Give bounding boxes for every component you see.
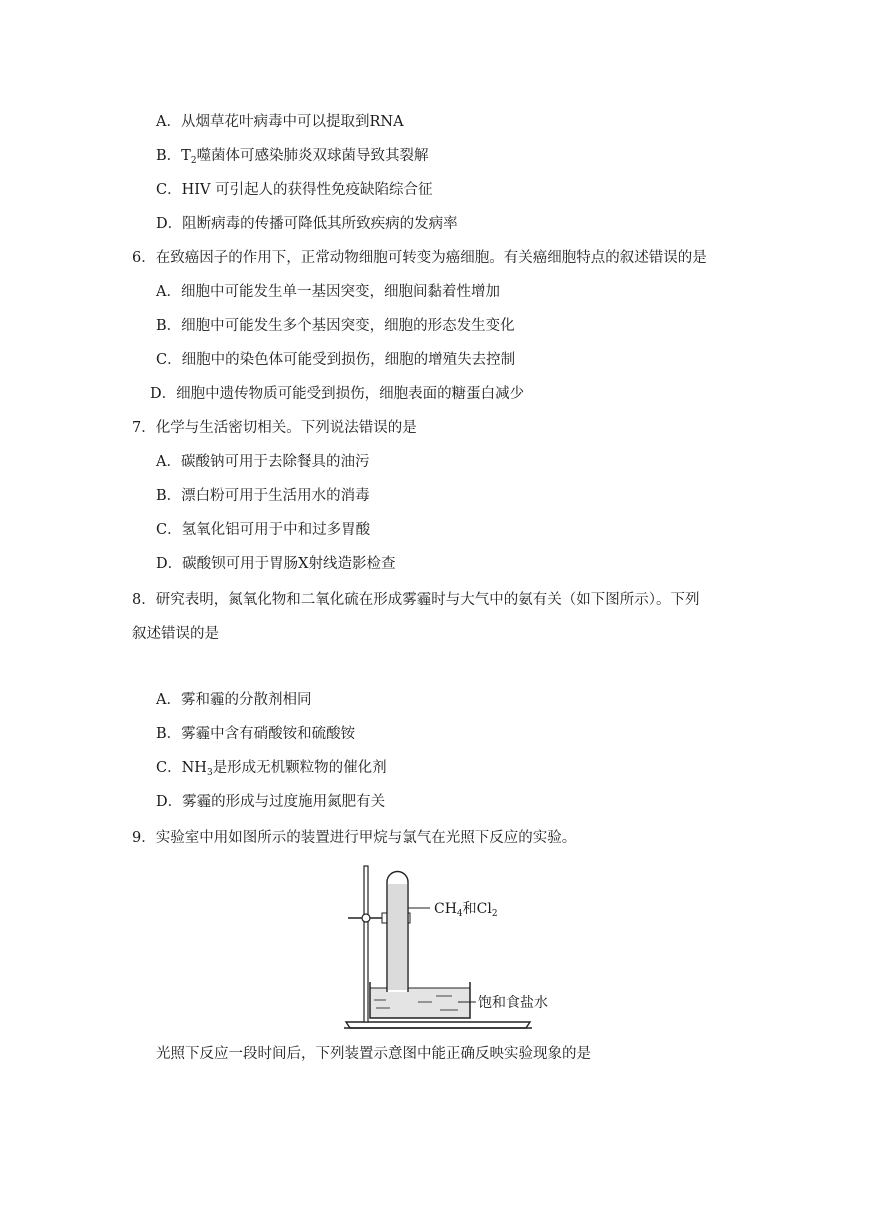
- subscript: 2: [491, 909, 498, 919]
- option-prefix: T: [181, 148, 191, 164]
- option-text: 细胞中的染色体可能受到损伤，细胞的增殖失去控制: [181, 352, 516, 368]
- q5-option-d: [156, 214, 458, 234]
- option-text: 雾霾中含有硝酸铵和硫酸铵: [181, 726, 356, 742]
- option-text: 阻断病毒的传播可降低其所致疾病的发病率: [182, 216, 458, 232]
- gas-formula-a: CH: [434, 901, 457, 917]
- q8-stem-line2: 叙述错误的是: [132, 626, 219, 642]
- option-letter: D．: [150, 386, 177, 402]
- q6-option-b: [156, 316, 515, 336]
- option-letter: B．: [156, 726, 182, 742]
- apparatus-figure: [340, 862, 548, 1034]
- option-letter: B．: [156, 148, 182, 164]
- clamp-screw: [362, 914, 370, 922]
- q8-option-a: [156, 690, 311, 710]
- option-letter: D．: [156, 794, 183, 810]
- option-text: HIV 可引起人的获得性免疫缺陷综合征: [181, 182, 433, 198]
- subscript: 3: [206, 768, 213, 778]
- option-letter: C．: [156, 760, 182, 776]
- option-letter: A．: [156, 454, 181, 470]
- q7-option-a: [156, 452, 369, 472]
- option-text: 噬菌体可感染肺炎双球菌导致其裂解: [196, 148, 429, 164]
- q6-option-a: [156, 282, 500, 302]
- subscript: 4: [456, 909, 463, 919]
- option-letter: D．: [156, 556, 183, 572]
- gas-formula-mid: 和Cl: [462, 901, 492, 917]
- option-text: 雾霾的形成与过度施用氮肥有关: [182, 794, 386, 810]
- option-letter: A．: [156, 114, 181, 130]
- q7-option-d: [156, 554, 395, 574]
- q9-stem: 9．实验室中用如图所示的装置进行甲烷与氯气在光照下反应的实验。: [132, 830, 577, 846]
- option-letter: C．: [156, 352, 182, 368]
- q8-stem-line1: 8．研究表明，氮氧化物和二氧化硫在形成雾霾时与大气中的氨有关（如下图所示）。下列: [132, 592, 700, 608]
- q8-option-d: [156, 792, 385, 812]
- option-letter: A．: [156, 284, 181, 300]
- option-text: 从烟草花叶病毒中可以提取到RNA: [180, 114, 404, 130]
- option-text: 细胞中遗传物质可能受到损伤，细胞表面的糖蛋白减少: [176, 386, 525, 402]
- option-letter: B．: [156, 318, 182, 334]
- q5-option-c: [156, 180, 433, 200]
- q6-option-d: [150, 384, 524, 404]
- option-letter: C．: [156, 182, 182, 198]
- q8-option-c: [156, 758, 387, 783]
- water-fill: [370, 988, 470, 1018]
- option-text: 碳酸钠可用于去除餐具的油污: [180, 454, 370, 470]
- option-prefix: NH: [181, 760, 207, 776]
- stand-base: [346, 1022, 530, 1028]
- option-text: 氢氧化铝可用于中和过多胃酸: [181, 522, 371, 538]
- option-text: 是形成无机颗粒物的催化剂: [212, 760, 387, 776]
- option-text: 雾和霾的分散剂相同: [180, 692, 312, 708]
- gas-label: [434, 898, 498, 919]
- clamp-jaw-left: [382, 913, 387, 923]
- option-letter: C．: [156, 522, 182, 538]
- option-text: 漂白粉可用于生活用水的消毒: [181, 488, 370, 504]
- option-letter: D．: [156, 216, 183, 232]
- gas-shading: [388, 884, 407, 990]
- q6-option-c: [156, 350, 515, 370]
- option-text: 细胞中可能发生单一基因突变，细胞间黏着性增加: [180, 284, 500, 300]
- option-letter: B．: [156, 488, 182, 504]
- q5-option-a: [156, 112, 404, 132]
- option-letter: A．: [156, 692, 181, 708]
- subscript: 2: [190, 156, 197, 166]
- q9-follow-up: 光照下反应一段时间后，下列装置示意图中能正确反映实验现象的是: [156, 1046, 591, 1062]
- q5-option-b: [156, 146, 429, 171]
- stand-rod: [364, 866, 368, 1022]
- option-text: 碳酸钡可用于胃肠X射线造影检查: [182, 556, 396, 572]
- q7-option-b: [156, 486, 370, 506]
- liquid-label: 饱和食盐水: [478, 995, 548, 1011]
- q8-option-b: [156, 724, 355, 744]
- q6-stem: 6．在致癌因子的作用下，正常动物细胞可转变为癌细胞。有关癌细胞特点的叙述错误的是: [132, 250, 707, 266]
- option-text: 细胞中可能发生多个基因突变，细胞的形态发生变化: [181, 318, 515, 334]
- q7-stem: 7．化学与生活密切相关。下列说法错误的是: [132, 420, 417, 436]
- q7-option-c: [156, 520, 370, 540]
